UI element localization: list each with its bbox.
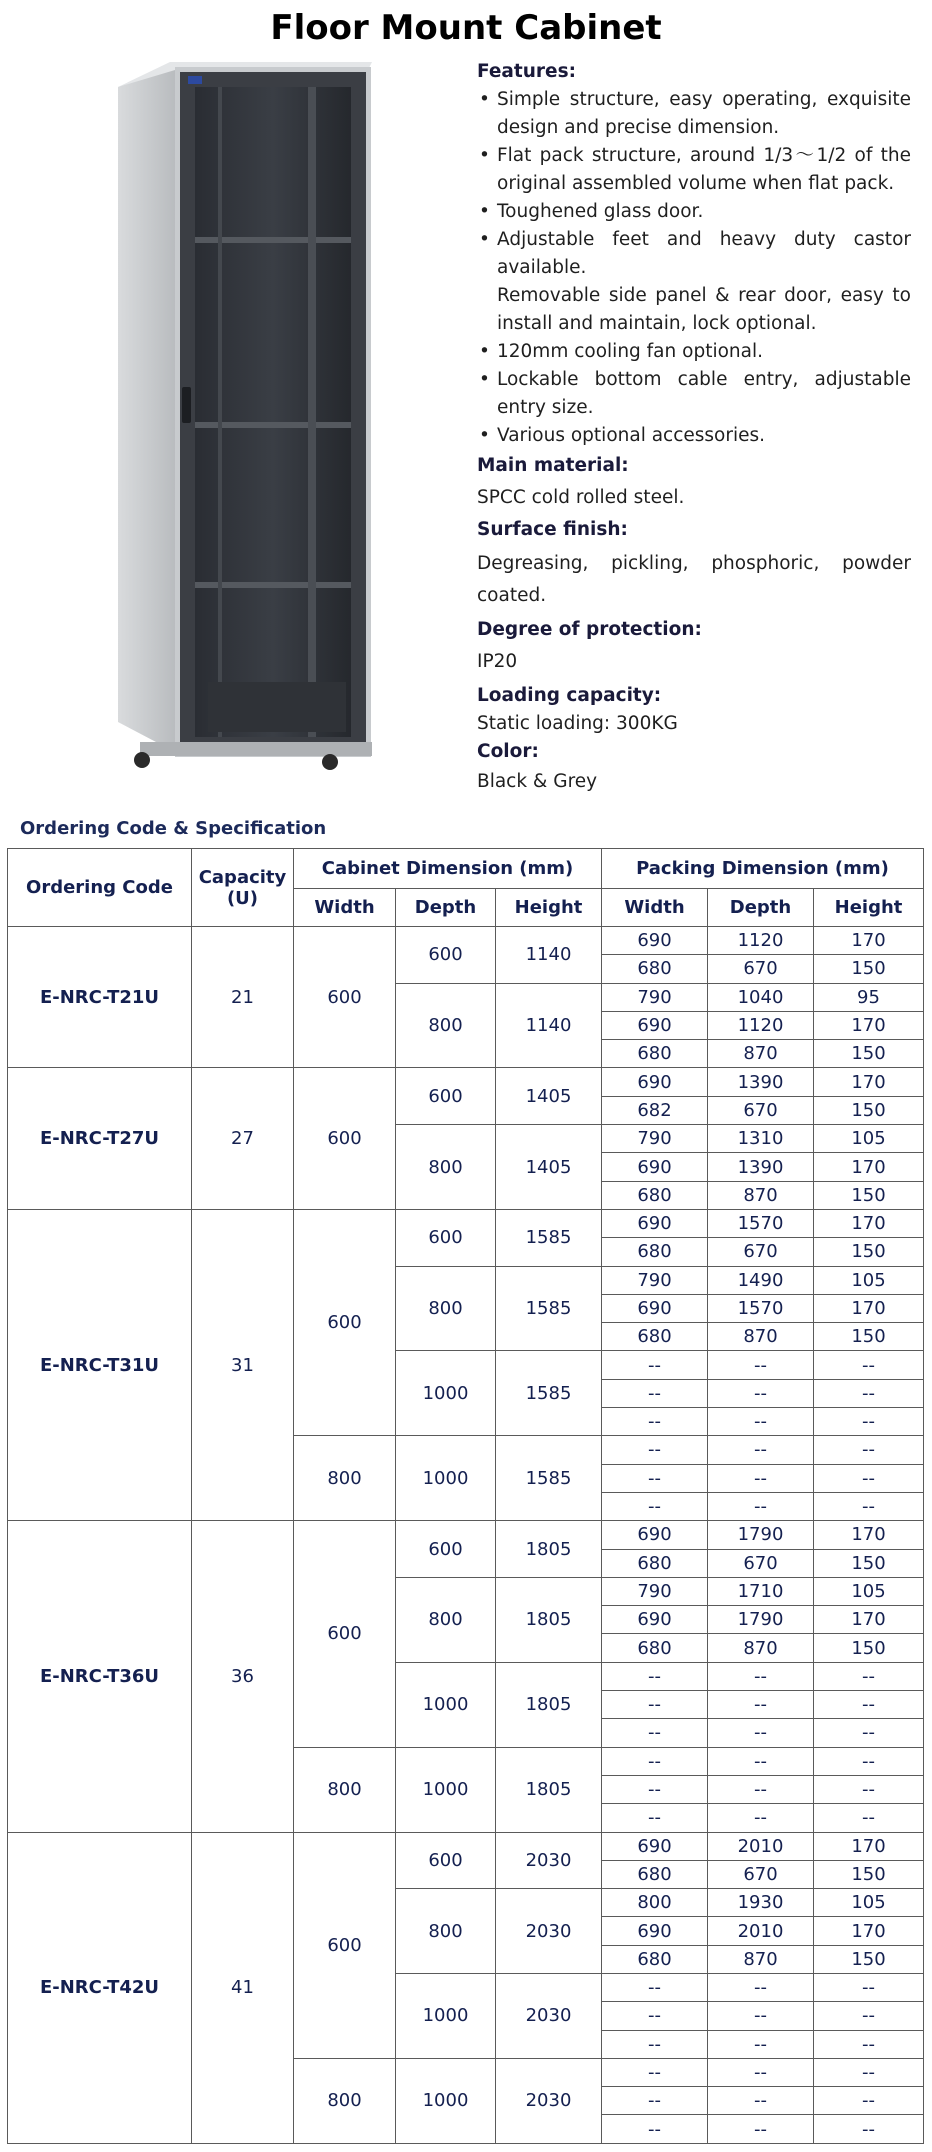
cabinet-width-cell: 600 [294, 1209, 396, 1435]
packing-depth-cell: -- [708, 1719, 814, 1747]
packing-height-cell: 150 [814, 1634, 924, 1662]
packing-height-cell: -- [814, 1464, 924, 1492]
cabinet-width-cell: 600 [294, 927, 396, 1068]
packing-height-cell: 150 [814, 955, 924, 983]
packing-height-cell: 170 [814, 1153, 924, 1181]
packing-depth-cell: 1790 [708, 1606, 814, 1634]
page-title: Floor Mount Cabinet [270, 8, 662, 48]
feature-item: • Toughened glass door. [477, 198, 911, 226]
header-height: Height [814, 889, 924, 927]
packing-height-cell: 105 [814, 1889, 924, 1917]
packing-width-cell: 680 [602, 1181, 708, 1209]
cabinet-width-cell: 600 [294, 1068, 396, 1209]
packing-depth-cell: 2010 [708, 1917, 814, 1945]
packing-height-cell: -- [814, 1379, 924, 1407]
cabinet-depth-cell: 1000 [396, 1436, 496, 1521]
features-heading: Features: [477, 61, 577, 82]
packing-height-cell: -- [814, 1747, 924, 1775]
packing-width-cell: -- [602, 1719, 708, 1747]
protection-heading: Degree of protection: [477, 619, 702, 640]
packing-depth-cell: 1390 [708, 1153, 814, 1181]
packing-depth-cell: 870 [708, 1634, 814, 1662]
cabinet-depth-cell: 800 [396, 1125, 496, 1210]
packing-width-cell: 680 [602, 1323, 708, 1351]
packing-depth-cell: -- [708, 1747, 814, 1775]
packing-width-cell: -- [602, 2115, 708, 2143]
packing-width-cell: -- [602, 1492, 708, 1520]
packing-depth-cell: 870 [708, 1181, 814, 1209]
feature-item: • Lockable bottom cable entry, adjustable entry size. [477, 366, 911, 422]
packing-width-cell: 680 [602, 955, 708, 983]
packing-height-cell: 105 [814, 1266, 924, 1294]
packing-depth-cell: -- [708, 1662, 814, 1690]
packing-width-cell: 790 [602, 1266, 708, 1294]
header-packing-dimension: Packing Dimension (mm) [602, 849, 924, 889]
feature-item: • Simple structure, easy operating, exquisite design and precise dimension. [477, 86, 911, 142]
table-row [8, 1068, 924, 1096]
packing-height-cell: 105 [814, 1577, 924, 1605]
packing-height-cell: 150 [814, 1040, 924, 1068]
surface-finish-value: Degreasing, pickling, phosphoric, powder coated. [477, 553, 911, 606]
packing-width-cell: -- [602, 2087, 708, 2115]
packing-height-cell: 170 [814, 1011, 924, 1039]
header-ordering-code: Ordering Code [8, 849, 192, 927]
capacity-cell: 36 [192, 1521, 294, 1832]
cabinet-depth-cell: 800 [396, 1889, 496, 1974]
header-depth: Depth [708, 889, 814, 927]
packing-width-cell: 690 [602, 1209, 708, 1237]
cabinet-height-cell: 1585 [496, 1436, 602, 1521]
ordering-code-cell: E-NRC-T42U [8, 1832, 192, 2143]
packing-depth-cell: 670 [708, 1860, 814, 1888]
packing-width-cell: 680 [602, 1945, 708, 1973]
packing-depth-cell: 1710 [708, 1577, 814, 1605]
cabinet-width-cell: 800 [294, 1436, 396, 1521]
packing-depth-cell: -- [708, 1804, 814, 1832]
packing-height-cell: 170 [814, 1521, 924, 1549]
packing-height-cell: -- [814, 1492, 924, 1520]
cabinet-depth-cell: 600 [396, 1209, 496, 1266]
table-row [8, 1209, 924, 1237]
feature-item: • Flat pack structure, around 1/3～1/2 of the original assembled volume when flat pack. [477, 142, 911, 198]
packing-height-cell: -- [814, 1436, 924, 1464]
capacity-cell: 27 [192, 1068, 294, 1209]
packing-width-cell: -- [602, 2002, 708, 2030]
packing-width-cell: -- [602, 1408, 708, 1436]
cabinet-height-cell: 1805 [496, 1662, 602, 1747]
cabinet-height-cell: 1405 [496, 1068, 602, 1125]
packing-height-cell: -- [814, 2058, 924, 2086]
packing-height-cell: 170 [814, 1209, 924, 1237]
cabinet-depth-cell: 800 [396, 1577, 496, 1662]
packing-depth-cell: 1390 [708, 1068, 814, 1096]
cabinet-height-cell: 1805 [496, 1577, 602, 1662]
packing-width-cell: 800 [602, 1889, 708, 1917]
packing-depth-cell: 2010 [708, 1832, 814, 1860]
table-row [8, 1832, 924, 1860]
packing-height-cell: 150 [814, 1181, 924, 1209]
packing-width-cell: -- [602, 1379, 708, 1407]
packing-depth-cell: 870 [708, 1323, 814, 1351]
packing-depth-cell: 1120 [708, 927, 814, 955]
packing-depth-cell: -- [708, 2058, 814, 2086]
cabinet-depth-cell: 1000 [396, 2058, 496, 2143]
packing-depth-cell: -- [708, 1492, 814, 1520]
packing-depth-cell: 670 [708, 1549, 814, 1577]
main-material-value: SPCC cold rolled steel. [477, 487, 685, 508]
packing-depth-cell: -- [708, 1691, 814, 1719]
header-height: Height [496, 889, 602, 927]
packing-height-cell: 170 [814, 1832, 924, 1860]
feature-item: • Various optional accessories. [477, 422, 911, 450]
loading-value: Static loading: 300KG [477, 713, 678, 734]
packing-height-cell: -- [814, 1691, 924, 1719]
ordering-code-cell: E-NRC-T21U [8, 927, 192, 1068]
cabinet-height-cell: 1585 [496, 1266, 602, 1351]
feature-item: • Adjustable feet and heavy duty castor available. [477, 226, 911, 282]
ordering-code-cell: E-NRC-T31U [8, 1209, 192, 1520]
packing-height-cell: -- [814, 2115, 924, 2143]
header-width: Width [294, 889, 396, 927]
capacity-cell: 21 [192, 927, 294, 1068]
packing-depth-cell: 1040 [708, 983, 814, 1011]
packing-height-cell: -- [814, 1351, 924, 1379]
cabinet-height-cell: 1585 [496, 1209, 602, 1266]
packing-height-cell: 95 [814, 983, 924, 1011]
ordering-code-cell: E-NRC-T27U [8, 1068, 192, 1209]
feature-item: Removable side panel & rear door, easy to install and maintain, lock optional. [497, 285, 911, 334]
packing-depth-cell: 870 [708, 1945, 814, 1973]
packing-width-cell: 690 [602, 1832, 708, 1860]
packing-width-cell: 690 [602, 1294, 708, 1322]
packing-height-cell: 105 [814, 1125, 924, 1153]
cabinet-width-cell: 800 [294, 2058, 396, 2143]
cabinet-height-cell: 1585 [496, 1351, 602, 1436]
packing-width-cell: -- [602, 1464, 708, 1492]
packing-depth-cell: 1570 [708, 1209, 814, 1237]
packing-width-cell: -- [602, 1436, 708, 1464]
cabinet-height-cell: 2030 [496, 1889, 602, 1974]
packing-depth-cell: 1120 [708, 1011, 814, 1039]
packing-width-cell: -- [602, 1775, 708, 1803]
packing-height-cell: -- [814, 1408, 924, 1436]
header-capacity: Capacity (U) [192, 849, 294, 927]
cabinet-depth-cell: 800 [396, 983, 496, 1068]
packing-depth-cell: -- [708, 1351, 814, 1379]
packing-height-cell: 170 [814, 1294, 924, 1322]
table-row [8, 927, 924, 955]
packing-depth-cell: 670 [708, 1238, 814, 1266]
color-value: Black & Grey [477, 771, 598, 792]
cabinet-depth-cell: 600 [396, 1068, 496, 1125]
packing-depth-cell: -- [708, 1408, 814, 1436]
packing-width-cell: 680 [602, 1860, 708, 1888]
spec-table-body [8, 927, 924, 2144]
packing-width-cell: 680 [602, 1238, 708, 1266]
packing-width-cell: 680 [602, 1040, 708, 1068]
cabinet-depth-cell: 800 [396, 1266, 496, 1351]
feature-item: • 120mm cooling fan optional. [477, 338, 911, 366]
cabinet-depth-cell: 600 [396, 1521, 496, 1578]
packing-width-cell: 690 [602, 1068, 708, 1096]
packing-width-cell: -- [602, 2058, 708, 2086]
cabinet-height-cell: 2030 [496, 2058, 602, 2143]
packing-depth-cell: -- [708, 1973, 814, 2001]
packing-depth-cell: 1570 [708, 1294, 814, 1322]
cabinet-width-cell: 800 [294, 1747, 396, 1832]
table-row [8, 1521, 924, 1549]
packing-depth-cell: 670 [708, 1096, 814, 1124]
packing-height-cell: -- [814, 2087, 924, 2115]
packing-depth-cell: 870 [708, 1040, 814, 1068]
cabinet-height-cell: 1805 [496, 1521, 602, 1578]
packing-width-cell: -- [602, 1351, 708, 1379]
cabinet-depth-cell: 600 [396, 1832, 496, 1889]
cabinet-photo [100, 62, 380, 772]
packing-depth-cell: -- [708, 1379, 814, 1407]
packing-depth-cell: 670 [708, 955, 814, 983]
cabinet-height-cell: 1805 [496, 1747, 602, 1832]
surface-finish-heading: Surface finish: [477, 519, 628, 540]
cabinet-depth-cell: 1000 [396, 1973, 496, 2058]
cabinet-height-cell: 1405 [496, 1125, 602, 1210]
header-width: Width [602, 889, 708, 927]
packing-height-cell: 150 [814, 1238, 924, 1266]
packing-height-cell: -- [814, 1973, 924, 2001]
packing-width-cell: 690 [602, 1011, 708, 1039]
packing-width-cell: 690 [602, 927, 708, 955]
packing-depth-cell: 1790 [708, 1521, 814, 1549]
packing-width-cell: 682 [602, 1096, 708, 1124]
packing-depth-cell: 1490 [708, 1266, 814, 1294]
cabinet-depth-cell: 1000 [396, 1747, 496, 1832]
packing-depth-cell: -- [708, 2087, 814, 2115]
packing-width-cell: 790 [602, 983, 708, 1011]
packing-width-cell: 690 [602, 1521, 708, 1549]
cabinet-width-cell: 600 [294, 1832, 396, 2058]
packing-depth-cell: -- [708, 1436, 814, 1464]
cabinet-height-cell: 1140 [496, 983, 602, 1068]
packing-height-cell: 150 [814, 1096, 924, 1124]
packing-depth-cell: -- [708, 2115, 814, 2143]
packing-depth-cell: -- [708, 1775, 814, 1803]
packing-width-cell: -- [602, 2030, 708, 2058]
loading-heading: Loading capacity: [477, 685, 662, 706]
packing-height-cell: 170 [814, 927, 924, 955]
packing-width-cell: -- [602, 1691, 708, 1719]
capacity-cell: 41 [192, 1832, 294, 2143]
cabinet-depth-cell: 1000 [396, 1662, 496, 1747]
packing-width-cell: 680 [602, 1549, 708, 1577]
packing-width-cell: -- [602, 1973, 708, 2001]
packing-height-cell: 150 [814, 1323, 924, 1351]
color-heading: Color: [477, 741, 539, 762]
packing-height-cell: -- [814, 1804, 924, 1832]
capacity-cell: 31 [192, 1209, 294, 1520]
packing-depth-cell: 1930 [708, 1889, 814, 1917]
cabinet-depth-cell: 1000 [396, 1351, 496, 1436]
header-cabinet-dimension: Cabinet Dimension (mm) [294, 849, 602, 889]
packing-depth-cell: 1310 [708, 1125, 814, 1153]
header-depth: Depth [396, 889, 496, 927]
packing-width-cell: 690 [602, 1153, 708, 1181]
cabinet-height-cell: 2030 [496, 1973, 602, 2058]
packing-width-cell: 790 [602, 1577, 708, 1605]
packing-height-cell: 150 [814, 1549, 924, 1577]
packing-width-cell: -- [602, 1662, 708, 1690]
ordering-code-cell: E-NRC-T36U [8, 1521, 192, 1832]
packing-width-cell: 680 [602, 1634, 708, 1662]
cabinet-depth-cell: 600 [396, 927, 496, 984]
spec-table [7, 848, 924, 2144]
packing-height-cell: 150 [814, 1945, 924, 1973]
packing-height-cell: 170 [814, 1606, 924, 1634]
packing-width-cell: 690 [602, 1917, 708, 1945]
packing-height-cell: -- [814, 1775, 924, 1803]
main-material-heading: Main material: [477, 455, 629, 476]
packing-depth-cell: -- [708, 2030, 814, 2058]
packing-width-cell: 690 [602, 1606, 708, 1634]
packing-height-cell: -- [814, 1662, 924, 1690]
cabinet-width-cell: 600 [294, 1521, 396, 1747]
packing-width-cell: 790 [602, 1125, 708, 1153]
packing-height-cell: -- [814, 2002, 924, 2030]
packing-height-cell: -- [814, 2030, 924, 2058]
packing-height-cell: 170 [814, 1917, 924, 1945]
section-title: Ordering Code & Specification [20, 818, 327, 839]
packing-height-cell: -- [814, 1719, 924, 1747]
packing-depth-cell: -- [708, 2002, 814, 2030]
packing-height-cell: 150 [814, 1860, 924, 1888]
packing-depth-cell: -- [708, 1464, 814, 1492]
cabinet-height-cell: 1140 [496, 927, 602, 984]
protection-value: IP20 [477, 651, 518, 672]
packing-width-cell: -- [602, 1747, 708, 1775]
packing-width-cell: -- [602, 1804, 708, 1832]
cabinet-height-cell: 2030 [496, 1832, 602, 1889]
packing-height-cell: 170 [814, 1068, 924, 1096]
feature-list [477, 58, 911, 796]
